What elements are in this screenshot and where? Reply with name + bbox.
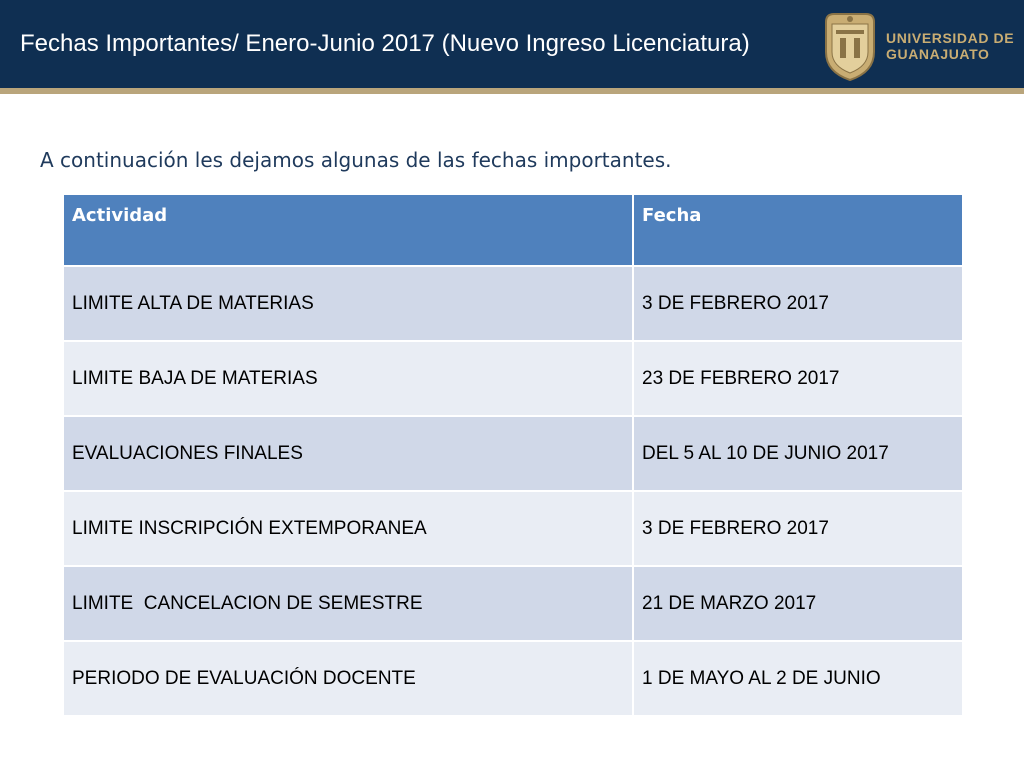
activity-cell: LIMITE INSCRIPCIÓN EXTEMPORANEA (63, 491, 633, 566)
date-cell: 23 DE FEBRERO 2017 (633, 341, 963, 416)
university-name-line1: UNIVERSIDAD DE (886, 30, 1015, 46)
column-header-actividad: Actividad (63, 194, 633, 266)
table-header-row (63, 194, 963, 266)
dates-table (62, 193, 964, 717)
date-cell: 3 DE FEBRERO 2017 (633, 266, 963, 341)
table-row (63, 266, 963, 341)
table-row (63, 491, 963, 566)
table-row (63, 416, 963, 491)
header-bar (0, 0, 1024, 88)
date-cell: 1 DE MAYO AL 2 DE JUNIO (633, 641, 963, 716)
university-name (886, 30, 1014, 62)
table-row (63, 566, 963, 641)
activity-cell: LIMITE ALTA DE MATERIAS (63, 266, 633, 341)
date-cell: 21 DE MARZO 2017 (633, 566, 963, 641)
activity-cell: LIMITE CANCELACION DE SEMESTRE (63, 566, 633, 641)
page-title: Fechas Importantes/ Enero-Junio 2017 (Nuevo Ingreso Licenciatura) (20, 30, 750, 57)
activity-cell: EVALUACIONES FINALES (63, 416, 633, 491)
university-logo (822, 8, 1018, 84)
date-cell: DEL 5 AL 10 DE JUNIO 2017 (633, 416, 963, 491)
header-divider (0, 88, 1024, 94)
university-shield-icon (822, 8, 878, 82)
activity-cell: LIMITE BAJA DE MATERIAS (63, 341, 633, 416)
date-cell: 3 DE FEBRERO 2017 (633, 491, 963, 566)
column-header-fecha: Fecha (633, 194, 963, 266)
table-row (63, 341, 963, 416)
table-row (63, 641, 963, 716)
activity-cell: PERIODO DE EVALUACIÓN DOCENTE (63, 641, 633, 716)
intro-text: A continuación les dejamos algunas de las fechas importantes. (40, 148, 672, 172)
university-name-line2: GUANAJUATO (886, 46, 990, 62)
